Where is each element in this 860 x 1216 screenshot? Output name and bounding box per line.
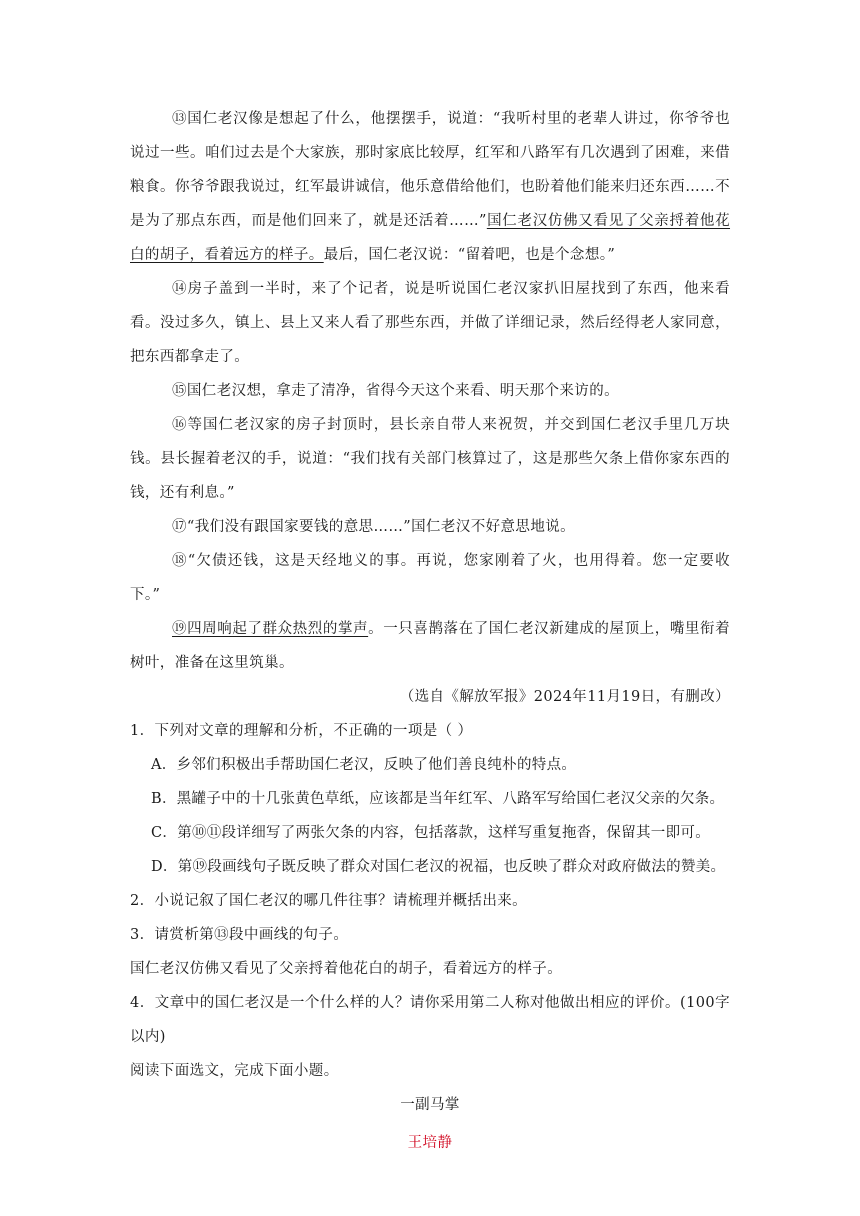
question-1-option-c: C．第⑩⑪段详细写了两张欠条的内容，包括落款，这样写重复拖沓，保留其一即可。 bbox=[151, 825, 710, 841]
paragraph-17: ⑰“我们没有跟国家要钱的意思……”国仁老汉不好意思地说。 bbox=[172, 519, 576, 535]
document-page bbox=[130, 102, 730, 1160]
question-1-option-a: A．乡邻们积极出手帮助国仁老汉，反映了他们善良纯朴的特点。 bbox=[151, 757, 577, 773]
article-author: 王培静 bbox=[407, 1135, 453, 1151]
paragraph-15: ⑮国仁老汉想，拿走了清净，省得今天这个来看、明天那个来访的。 bbox=[172, 383, 619, 399]
paragraph-13-underlined-sentence: 国仁老汉仿佛又看见了父亲捋着他花白的胡子，看着远方的样子。 bbox=[130, 213, 731, 263]
paragraph-19-text: 。一只喜鹊落在了国仁老汉新建成的屋顶上，嘴里衔着树叶，准备在这里筑巢。 bbox=[130, 621, 730, 671]
question-1-option-b: B．黑罐子中的十几张黄色草纸，应该都是当年红军、八路军写给国仁老汉父亲的欠条。 bbox=[151, 791, 725, 807]
paragraph-13-ending: 最后，国仁老汉说：“留着吧，也是个念想。” bbox=[323, 247, 616, 263]
paragraph-13-text: ⑬国仁老汉像是想起了什么，他摆摆手，说道：“我听村里的老辈人讲过，你爷爷也说过一些。咱们过去是个大家族，那时家底比较厚，红军和八路军有几次遇到了困难，来借粮食。你爷爷跟我说过，红军最讲诚信，他乐意借给他们，也盼着他们能来归还东西……不是为了那点东西，而是他们回来了，就是还活着……” bbox=[130, 111, 730, 229]
question-1: 1．下列对文章的理解和分析，不正确的一项是（ ） bbox=[130, 723, 473, 739]
paragraph-16: ⑯等国仁老汉家的房子封顶时，县长亲自带人来祝贺，并交到国仁老汉手里几万块钱。县长握着老汉的手，说道：“我们找有关部门核算过了，这是那些欠条上借你家东西的钱，还有利息。” bbox=[130, 417, 730, 501]
paragraph-19 bbox=[130, 612, 730, 680]
reading-instruction: 阅读下面选文，完成下面小题。 bbox=[130, 1063, 339, 1079]
article-title: 一副马掌 bbox=[400, 1097, 460, 1113]
question-3-quoted-sentence: 国仁老汉仿佛又看见了父亲捋着他花白的胡子，看着远方的样子。 bbox=[130, 961, 563, 977]
paragraph-13 bbox=[130, 102, 730, 272]
question-2: 2．小说记叙了国仁老汉的哪几件往事？请梳理并概括出来。 bbox=[130, 893, 528, 909]
paragraph-18: ⑱“欠债还钱，这是天经地义的事。再说，您家刚着了火，也用得着。您一定要收下。” bbox=[130, 553, 730, 603]
paragraph-14: ⑭房子盖到一半时，来了个记者，说是听说国仁老汉家扒旧屋找到了东西，他来看看。没过多久，镇上、县上又来人看了那些东西，并做了详细记录，然后经得老人家同意，把东西都拿走了。 bbox=[130, 281, 730, 365]
question-3: 3．请赏析第⑬段中画线的句子。 bbox=[130, 927, 349, 943]
source-citation: （选自《解放军报》2024年11月19日，有删改） bbox=[399, 689, 730, 705]
question-4: 4．文章中的国仁老汉是一个什么样的人？请你采用第二人称对他做出相应的评价。(100字以内) bbox=[130, 995, 730, 1045]
question-1-option-d: D．第⑲段画线句子既反映了群众对国仁老汉的祝福，也反映了群众对政府做法的赞美。 bbox=[151, 859, 726, 875]
paragraph-19-underlined-sentence: ⑲四周响起了群众热烈的掌声 bbox=[172, 621, 369, 637]
